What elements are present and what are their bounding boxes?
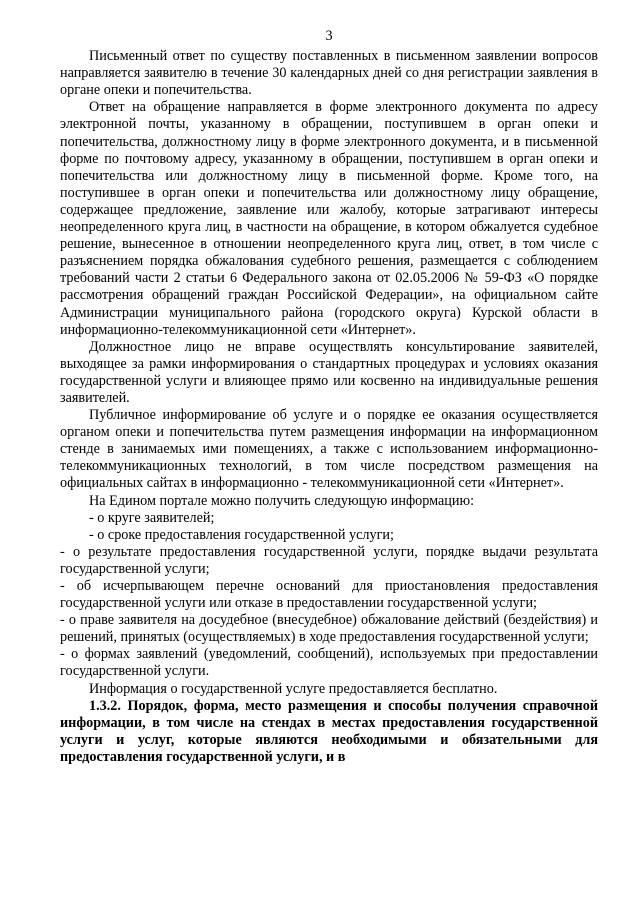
list-item: - о праве заявителя на досудебное (внесудебное) обжалование действий (бездействия) и решений, принятых (осуществляемых) в ходе предоставления государственной услуги; [60, 612, 598, 646]
paragraph-free-info: Информация о государственной услуге предоставляется бесплатно. [89, 680, 498, 697]
list-item: - о результате предоставления государственной услуги, порядке выдачи результата государственной услуги; [60, 543, 598, 577]
section-heading: 1.3.2. Порядок, форма, место размещения и способы получения справочной информации, в том числе на стендах в местах предоставления государственной услуги и услуг, которые являются необходимыми и обязательными для предоставления государственной услуги, и в [60, 697, 598, 765]
paragraph-answer-form: Ответ на обращение направляется в форме электронного документа по адресу электронной почты, указанному в обращении, поступившем в орган опеки и попечительства, должностному лицу в форме электронного документа, и в письменной форме по почтовому адресу, указанному в обращении, поступившем в орган опеки и попечительства или должностному лицу в письменной форме. Кроме того, на поступившее в орган опеки и попечительства или должностному лицу обращение, содержащее предложение, заявление или жалобу, которые затрагивают интересы неопределенного круга лиц, в частности на обращение, в котором обжалуется судебное решение, вынесенное в отношении неопределенного круга лиц, ответ, в том числе с разъяснением порядка обжалования судебного решения, размещается с соблюдением требований части 2 статьи 6 Федерального закона от 02.05.2006 № 59-ФЗ «О порядке рассмотрения обращений граждан Российской Федерации», на официальном сайте Администрации муниципального района (городского округа) Курской области в информационно-телекоммуникационной сети «Интернет». [60, 99, 598, 338]
paragraph-official-restrictions: Должностное лицо не вправе осуществлять консультирование заявителей, выходящее за рамки информирования о стандартных процедурах и условиях оказания государственной услуги и влияющее прямо или косвенно на индивидуальные решения заявителей. [60, 338, 598, 406]
list-item: - о круге заявителей; [89, 509, 215, 526]
paragraph-written-answer: Письменный ответ по существу поставленных в письменном заявлении вопросов направляется заявителю в течение 30 календарных дней со дня регистрации заявления в органе опеки и попечительства. [60, 48, 598, 99]
document-page [60, 28, 598, 766]
list-item: - о сроке предоставления государственной услуги; [89, 526, 394, 543]
paragraph-portal-intro: На Едином портале можно получить следующую информацию: [89, 492, 475, 509]
list-item: - о формах заявлений (уведомлений, сообщений), используемых при предоставлении государственной услуги. [60, 646, 598, 680]
paragraph-public-informing: Публичное информирование об услуге и о порядке ее оказания осуществляется органом опеки и попечительства путем размещения информации на информационном стенде в занимаемых ими помещениях, а также с использованием информационно-телекоммуникационных технологий, в том числе посредством размещения на официальных сайтах в информационно - телекоммуникационной сети «Интернет». [60, 407, 598, 492]
page-number: 3 [325, 28, 333, 44]
list-item: - об исчерпывающем перечне оснований для приостановления предоставления государственной услуги или отказе в предоставлении государственной услуги; [60, 578, 598, 612]
